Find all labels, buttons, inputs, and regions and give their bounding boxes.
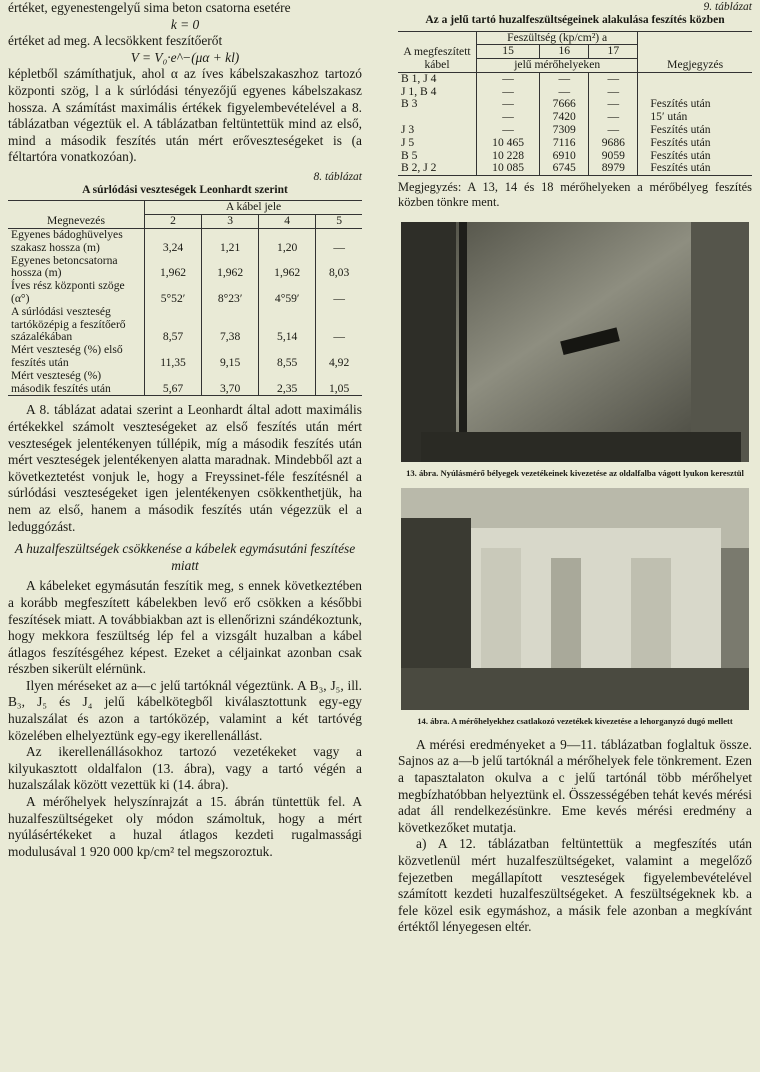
table8-row-label: Egyenes bádoghüvelyes szakasz hossza (m)	[11, 228, 123, 254]
table8-col: 5	[316, 215, 362, 229]
table8-cell: 7,38	[202, 306, 259, 344]
table8-row	[8, 344, 362, 370]
table9-sub-header: jelű mérőhelyeken	[477, 59, 638, 73]
table9-cell: 10 465	[477, 137, 540, 150]
formula-k: k = 0	[170, 16, 200, 32]
table9-row-note: 15′ után	[638, 111, 752, 124]
table8-row	[8, 370, 362, 396]
table8-row-label: Egyenes betoncsatorna hossza (m)	[11, 253, 118, 280]
table8-cell: 2,35	[259, 370, 316, 396]
table9-row-note	[638, 72, 752, 85]
table8-cell: 1,962	[259, 255, 316, 281]
table9-cell: —	[477, 86, 540, 99]
table8-cell: 3,70	[202, 370, 259, 396]
table9-row	[398, 124, 752, 137]
table9-row-label: B 1, J 4	[398, 72, 477, 85]
table9-cell: —	[477, 98, 540, 111]
left-para-5: A kábeleket egymásután feszítik meg, s ennek következtében a korább megfeszített kábelekben levő erő csökken a későbbi feszítések miatt. A továbbiakban azt is ellenőrizni szándékoztunk, hogy mekkora feszültség lép fel a vizsgált huzalban a kábel átlagos feszítésgéhez képest. Ezeket a céljainkat azonban csak részben sikerült elérnünk.	[8, 578, 362, 677]
table9-cell: 6910	[540, 150, 589, 163]
table-9	[398, 31, 752, 177]
table8-cell: 8°23′	[202, 280, 259, 306]
table9-cell: 7116	[540, 137, 589, 150]
figure-14-image	[401, 488, 749, 710]
table8-cell: 1,21	[202, 229, 259, 255]
table8-row-label: Íves rész központi szöge (α°)	[11, 279, 125, 306]
table9-cell: 9059	[601, 148, 625, 162]
left-para-8: A mérőhelyek helyszínrajzát a 15. ábrán tüntettük fel. A huzalfeszültségeket oly módon számoltuk, hogy a mért nyúlásértékeket a huzal átlagos kezdeti rugalmassági modulusával 1 920 000 kp/cm² tel megszoroztuk.	[8, 794, 362, 859]
table9-row-label: B 2, J 2	[398, 162, 477, 175]
table8-cell: 11,35	[145, 344, 202, 370]
table9-cell: 9686	[601, 135, 625, 149]
right-para-1: A mérési eredményeket a 9—11. táblázatban foglaltuk össze. Sajnos az a—b jelű tartóknál a mérőhelyek fele tönkrement. Ezen a tapasztalaton okulva a c jelű tartónál több mérőhelyet megbízhatóbban helyeztünk el. Összességében tehát kevés mérési adat áll rendelkezésünkre. Eme kevés mérési eredmény a következőket mutatja.	[398, 736, 752, 835]
table9-cell: —	[607, 71, 620, 85]
table8-cell: —	[316, 306, 362, 344]
section-title: A huzalfeszültségek csökkenése a kábelek egymásutáni feszítése miatt	[14, 541, 356, 573]
table8-col: 4	[259, 215, 316, 229]
left-para-3: képletből számíthatjuk, ahol α az íves kábelszakaszhoz tartozó központi szög, l a k súrlódási tényezőjű egyenes kábelszakasz hossza. A számítást maximális értékek figyelembevételével a 8. táblázatban végeztük el. A táblázatban feltüntettük mind az első, mind a második feszítés után mért erőveszteségeket is (a féltartóra vonatkozóan).	[8, 66, 362, 165]
table9-cell: —	[540, 72, 589, 85]
table9-cell: —	[607, 123, 620, 137]
table8-cell: 8,03	[316, 255, 362, 281]
table9-cell: —	[477, 124, 540, 137]
table9-col: 17	[589, 45, 638, 59]
table8-cell: 5,67	[145, 370, 202, 396]
table9-row	[398, 72, 752, 85]
table8-cell: 1,05	[316, 370, 362, 396]
table8-cell: —	[316, 280, 362, 306]
table8-group-header: A kábel jele	[145, 201, 363, 215]
figure-13-image	[401, 222, 749, 462]
right-para-2: a) A 12. táblázatban feltüntettük a megfeszítés után közvetlenül mért huzalfeszültségeket, valamint a megelőző fejezetben megállapított veszteségek figyelembevételével számított kezdeti huzalfeszültségeket. A feszültségeknek kb. a fele közel esik egymáshoz, a másik fele azonban a megkívánt értéktől lényegesen eltér.	[398, 836, 752, 935]
table8-cell: 4°59′	[259, 280, 316, 306]
table9-cell: —	[540, 86, 589, 99]
right-column	[398, 0, 752, 936]
table9-row-label: J 3	[398, 124, 477, 137]
table9-cell: 10 085	[477, 162, 540, 175]
table8-cell: 8,55	[259, 344, 316, 370]
left-para-4: A 8. táblázat adatai szerint a Leonhardt által adott maximális értékekkel számolt veszteségeket az első feszítés után mért veszteségek jelentékenyen túllépik, míg a második feszítés után mért veszteségek jelentékenyen alatta maradnak. Mindebből azt a következtetést vonjuk le, hogy a Freyssinet-féle feszítésnél a súrlódási veszteségeket igen jelentékenyen csökkenthetjük, ha nem az első, hanem a második feszítés után végezzük el a leduggózást.	[8, 402, 362, 534]
table9-number: 9. táblázat	[703, 1, 752, 13]
table9-row	[398, 137, 752, 150]
table8-row	[8, 306, 362, 344]
table9-cell: 10 228	[477, 150, 540, 163]
table9-cell: 7420	[540, 111, 589, 124]
table8-title: A súrlódási veszteségek Leonhardt szerint	[82, 183, 288, 196]
left-para-6: Ilyen méréseket az a—c jelű tartóknál végeztünk. A B₃, J₅, ill. B₃, J₅ és J₄ jelű kábelkötegből kiválasztottunk egy-egy huzalszálat és azon a tartóközép, valamint a két tartóvég közelében elhelyeztünk egy-egy ikerellenállást.	[8, 677, 362, 743]
table9-cell: —	[477, 72, 540, 85]
table9-row-note: Feszítés után	[638, 137, 752, 150]
table8-cell: 8,57	[145, 306, 202, 344]
figure-13-caption: 13. ábra. Nyúlásmérő bélyegek vezetékeinek kivezetése az oldalfalba vágott lyukon keresztül	[406, 467, 744, 478]
figure-13-photo	[401, 222, 749, 462]
table9-row	[398, 162, 752, 175]
table9-note-header: Megjegyzés	[638, 31, 752, 72]
table9-row-label: B 5	[398, 150, 477, 163]
table9-row-label: J 5	[398, 137, 477, 150]
table9-note: Megjegyzés: A 13, 14 és 18 mérőhelyeken a mérőbélyeg feszítés közben tönkre ment.	[398, 180, 752, 210]
table9-cell: —	[607, 84, 620, 98]
left-para-1: értéket, egyenestengelyű sima beton csatorna esetére	[8, 0, 291, 15]
table-8	[8, 200, 362, 396]
table8-col: 2	[145, 215, 202, 229]
table9-col: 15	[477, 45, 540, 59]
table9-row-note: Feszítés után	[638, 162, 752, 175]
left-column	[8, 0, 362, 860]
table8-row-label: Mért veszteség (%) első feszítés után	[11, 343, 123, 369]
table9-row-note: Feszítés után	[638, 124, 752, 137]
left-para-7: Az ikerellenállásokhoz tartozó vezetékeket vagy a kilyukasztott oldalfalon (13. ábra), vagy a tartó végén a huzalszálak között vezettük ki (14. ábra).	[8, 744, 362, 793]
table8-cell: 3,24	[145, 229, 202, 255]
table9-row-label: B 3	[398, 98, 477, 111]
left-para-2: értéket ad meg. A lecsökkent feszítőerőt	[8, 33, 223, 49]
table8-row-label: A súrlódási veszteség tartóközépig a feszítőerő százalékában	[11, 304, 126, 344]
formula-v: V = V₀·e^−(μα + kl)	[130, 49, 240, 65]
table8-row	[8, 229, 362, 255]
figure-14-caption: 14. ábra. A mérőhelyekhez csatlakozó vezetékek kivezetése a lehorganyzó dugó mellett	[417, 716, 733, 727]
table9-cell: —	[607, 110, 620, 124]
table9-col-header: A megfeszített kábel	[398, 31, 477, 72]
table9-title: Az a jelű tartó huzalfeszültségeinek alakulása feszítés közben	[425, 14, 725, 26]
figure-14-photo	[401, 488, 749, 710]
table8-row	[8, 255, 362, 281]
table8-row-label: Mért veszteség (%) második feszítés után	[11, 368, 111, 395]
table9-col: 16	[540, 45, 589, 59]
table9-cell: 7666	[540, 98, 589, 111]
table9-cell: 8979	[601, 161, 625, 175]
table9-row-note: Feszítés után	[638, 150, 752, 163]
table8-cell: 5°52′	[145, 280, 202, 306]
table8-cell: 1,20	[259, 229, 316, 255]
table9-group-header: Feszültség (kp/cm²) a	[477, 31, 638, 45]
table8-cell: 1,962	[202, 255, 259, 281]
table9-row-note: Feszítés után	[638, 98, 752, 111]
table8-cell: 9,15	[202, 344, 259, 370]
table8-cell: 5,14	[259, 306, 316, 344]
table8-cell: 4,92	[316, 344, 362, 370]
table9-cell: —	[477, 111, 540, 124]
table8-col: 3	[202, 215, 259, 229]
table8-row	[8, 280, 362, 306]
table8-cell: —	[316, 229, 362, 255]
table9-cell: 7309	[540, 124, 589, 137]
table9-cell: 6745	[540, 162, 589, 175]
table8-col-header: Megnevezés	[8, 201, 145, 229]
table9-row-label: J 1, B 4	[398, 86, 477, 99]
table9-cell: —	[607, 97, 620, 111]
table8-cell: 1,962	[145, 255, 202, 281]
table8-number: 8. táblázat	[313, 170, 362, 183]
